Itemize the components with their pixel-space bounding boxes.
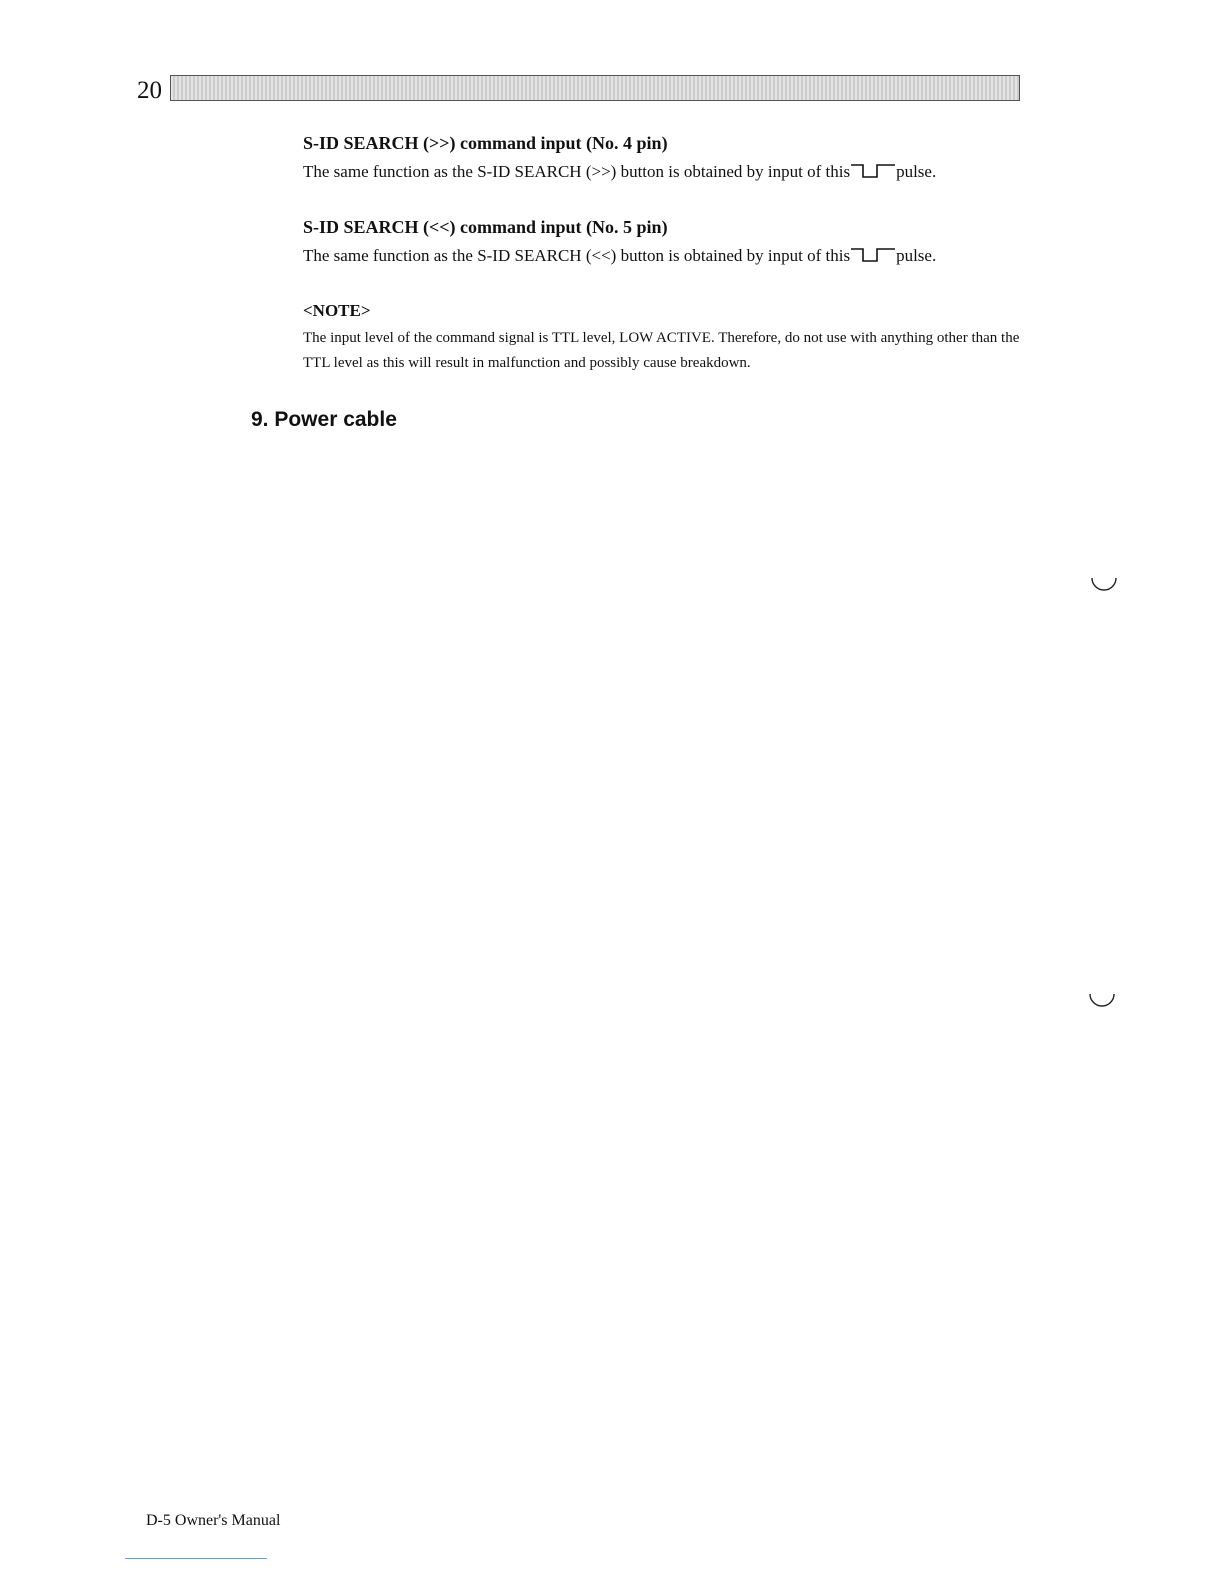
page-number: 20 <box>137 77 162 104</box>
section-body <box>303 160 1033 184</box>
section-title: S-ID SEARCH (<<) command input (No. 5 pin) <box>303 217 668 237</box>
header-bar <box>170 75 1020 101</box>
punch-hole-mark-icon <box>1088 988 1116 1016</box>
section-sid-search-backward <box>303 215 1033 268</box>
footer-manual-title: D-5 Owner's Manual <box>146 1512 281 1529</box>
scan-line <box>125 1558 267 1559</box>
punch-hole-mark-icon <box>1090 572 1118 600</box>
note-title: <NOTE> <box>303 301 371 320</box>
section-sid-search-forward <box>303 131 1033 184</box>
section-heading: 9. Power cable <box>251 408 397 431</box>
body-text: The same function as the S-ID SEARCH (>>) button is obtained by input of this <box>303 162 851 181</box>
section-body <box>303 244 1033 268</box>
body-text-end: pulse. <box>896 162 937 181</box>
low-pulse-waveform-icon <box>851 163 895 179</box>
low-pulse-waveform-icon <box>851 247 895 263</box>
body-text-end: pulse. <box>896 246 937 265</box>
section-title: S-ID SEARCH (>>) command input (No. 4 pin) <box>303 133 668 153</box>
body-text: The same function as the S-ID SEARCH (<<) button is obtained by input of this <box>303 246 851 265</box>
note-text: The input level of the command signal is TTL level, LOW ACTIVE. Therefore, do not use with anything other than the TTL level as this will result in malfunction and possibly cause breakdown. <box>303 330 1020 371</box>
note-block <box>303 299 1033 376</box>
